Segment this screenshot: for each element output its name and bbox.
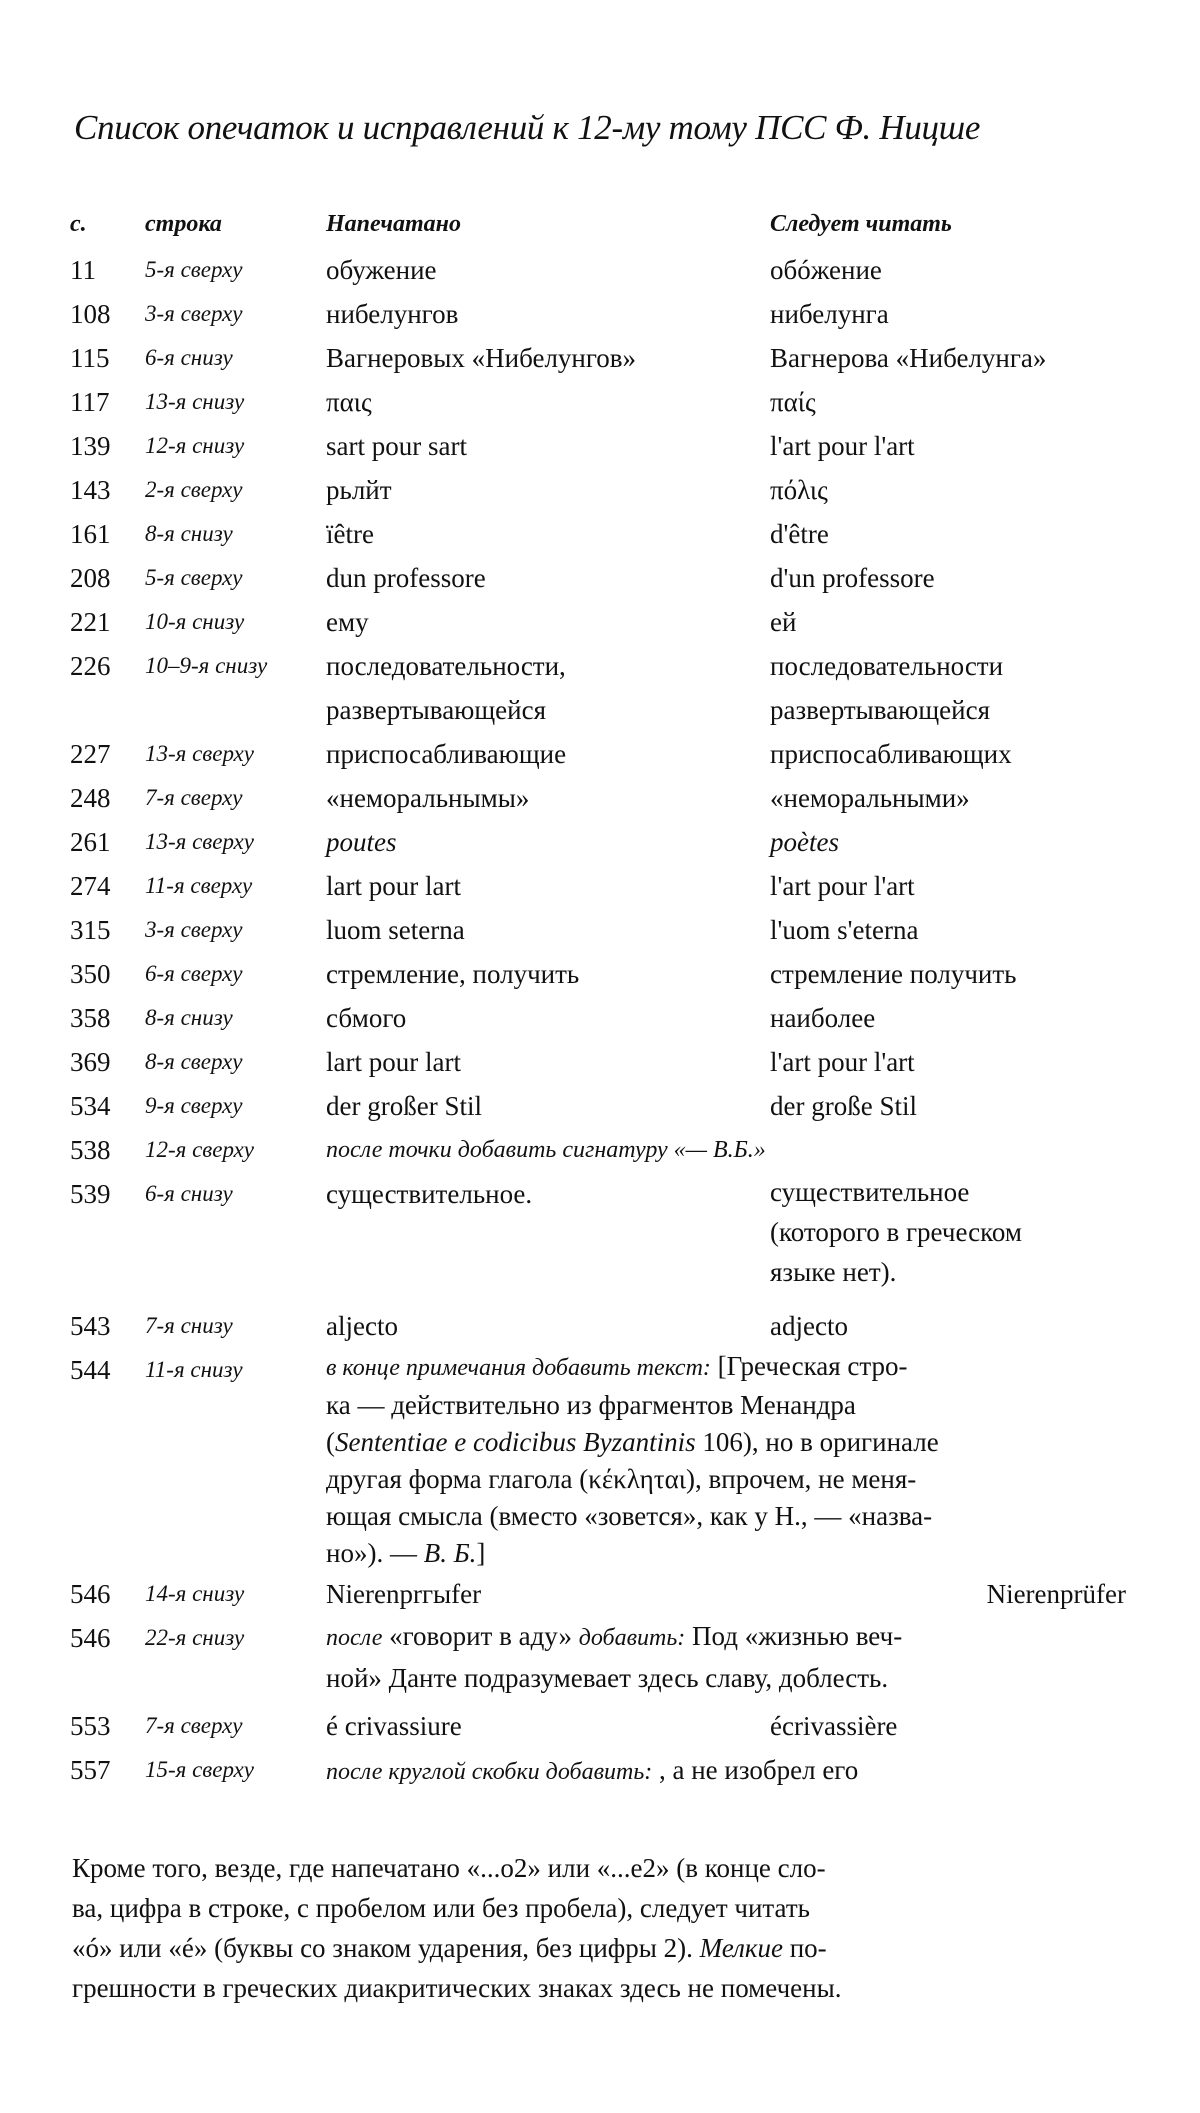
table-row <box>70 1704 1130 1748</box>
table-row <box>70 908 1130 952</box>
note-line: ющая смысла (вместо «зовется», как у Н., — «назва- <box>326 1501 933 1531</box>
header-line: строка <box>145 211 222 237</box>
correction-note: после точки добавить сигнатуру «— В.Б.» <box>326 1137 766 1163</box>
table-row <box>70 600 1130 644</box>
line-ref: 5-я сверху <box>145 257 243 282</box>
table-row <box>70 556 1130 600</box>
note-text: , а не изобрел его <box>652 1755 859 1785</box>
correct-text: écrivassière <box>770 1711 898 1741</box>
note-line <box>326 1348 1126 1387</box>
line-ref: 6-я снизу <box>145 1181 233 1206</box>
footer-text: по- <box>782 1933 827 1963</box>
page-number: 274 <box>70 871 111 901</box>
printed-text: «неморальнымы» <box>326 783 530 813</box>
table-row <box>70 468 1130 512</box>
correct-text: нибелунга <box>770 299 889 329</box>
correct-text: poètes <box>770 827 839 857</box>
note-label: после круглой скобки добавить: <box>326 1759 653 1785</box>
footer-italic: Мелкие <box>699 1933 783 1963</box>
page-number: 143 <box>70 475 111 505</box>
printed-text: luom seterna <box>326 915 465 945</box>
correct-text: «неморальными» <box>770 783 970 813</box>
line-ref: 10–9-я снизу <box>145 653 268 678</box>
table-row <box>70 996 1130 1040</box>
page-number: 11 <box>70 255 96 285</box>
printed-text: aljecto <box>326 1311 398 1341</box>
printed-text-line: последовательности, <box>326 651 566 681</box>
line-ref: 7-я сверху <box>145 785 243 810</box>
line-ref: 12-я сверху <box>145 1137 254 1162</box>
printed-text: Вагнеровых «Нибелунгов» <box>326 343 637 373</box>
line-ref: 10-я снизу <box>145 609 245 634</box>
correction-note <box>326 1748 1126 1794</box>
table-row <box>70 952 1130 996</box>
note-text: [Греческая стро- <box>717 1351 908 1381</box>
line-ref: 8-я снизу <box>145 1005 233 1030</box>
note-label: в конце примечания добавить текст: <box>326 1355 711 1381</box>
note-label: после <box>326 1625 383 1651</box>
table-row <box>70 292 1130 336</box>
line-ref: 15-я сверху <box>145 1757 254 1782</box>
correct-text <box>770 1172 1130 1292</box>
note-text: но»). — <box>326 1538 424 1568</box>
printed-text: der großer Stil <box>326 1091 482 1121</box>
line-ref: 7-я снизу <box>145 1313 233 1338</box>
printed-text-line: развертывающейся <box>326 695 546 725</box>
table-row <box>70 1748 1130 1792</box>
printed-text: приспосабливающие <box>326 739 567 769</box>
note-italic: Sententiae e codicibus Byzantinis <box>335 1427 696 1457</box>
table-row <box>70 1172 1130 1304</box>
table-row <box>70 732 1130 776</box>
correct-text: l'uom s'eterna <box>770 915 919 945</box>
line-ref: 13-я сверху <box>145 829 254 854</box>
page-number: 226 <box>70 651 111 681</box>
printed-text: lart pour lart <box>326 871 461 901</box>
line-ref: 6-я сверху <box>145 961 243 986</box>
page-number: 539 <box>70 1179 111 1209</box>
printed-text: lart pour lart <box>326 1047 461 1077</box>
table-row <box>70 424 1130 468</box>
note-text: 106), но в оригинале <box>695 1427 939 1457</box>
errata-table <box>70 202 1130 1792</box>
header-correct: Следует читать <box>770 211 952 237</box>
note-line <box>326 1424 1126 1461</box>
line-ref: 8-я сверху <box>145 1049 243 1074</box>
line-ref: 9-я сверху <box>145 1093 243 1118</box>
correct-text: l'art pour l'art <box>770 1047 915 1077</box>
printed-text: обужение <box>326 255 437 285</box>
line-ref: 12-я снизу <box>145 433 245 458</box>
line-ref: 14-я снизу <box>145 1581 245 1606</box>
page-number: 108 <box>70 299 111 329</box>
page-number: 557 <box>70 1755 111 1785</box>
page-number: 248 <box>70 783 111 813</box>
note-text: ( <box>326 1427 335 1457</box>
correct-text: Вагнерова «Нибелунга» <box>770 343 1047 373</box>
printed-text: ïêtre <box>326 519 374 549</box>
correct-text-line: последовательности <box>770 651 1004 681</box>
note-label: добавить: <box>578 1625 686 1651</box>
page-number: 534 <box>70 1091 111 1121</box>
page-number: 161 <box>70 519 111 549</box>
correct-text: d'un professore <box>770 563 935 593</box>
correct-text-line: языке нет). <box>770 1257 897 1287</box>
printed-text: sart pour sart <box>326 431 467 461</box>
printed-text: é crivassiure <box>326 1711 462 1741</box>
line-ref: 5-я сверху <box>145 565 243 590</box>
page-number: 546 <box>70 1623 111 1653</box>
table-row <box>70 864 1130 908</box>
correct-text-line: (которого в греческом <box>770 1217 1022 1247</box>
line-ref: 3-я сверху <box>145 917 243 942</box>
table-row <box>70 1128 1130 1172</box>
line-ref: 13-я снизу <box>145 389 245 414</box>
footer-line: грешности в греческих диакритических знаках здесь не помечены. <box>72 1973 842 2003</box>
note-line: ной» Данте подразумевает здесь славу, доблесть. <box>326 1663 889 1693</box>
note-line <box>326 1616 1126 1658</box>
correct-text: ей <box>770 607 797 637</box>
correct-text: der große Stil <box>770 1091 917 1121</box>
page-number: 544 <box>70 1355 111 1385</box>
page-number: 227 <box>70 739 111 769</box>
page-number: 315 <box>70 915 111 945</box>
printed-text: стремление, получить <box>326 959 580 989</box>
correct-text: πόλις <box>770 475 828 505</box>
correct-text: обóжение <box>770 255 882 285</box>
correction-note <box>326 1616 1126 1698</box>
printed-text: рьлйт <box>326 475 392 505</box>
note-italic: В. Б. <box>423 1538 477 1568</box>
table-row <box>70 1040 1130 1084</box>
page-number: 543 <box>70 1311 111 1341</box>
table-row <box>70 1616 1130 1704</box>
printed-text: παις <box>326 387 372 417</box>
printed-text: нибелунгов <box>326 299 459 329</box>
table-row <box>70 820 1130 864</box>
page-number: 350 <box>70 959 111 989</box>
page-number: 369 <box>70 1047 111 1077</box>
page-number: 261 <box>70 827 111 857</box>
page-number: 115 <box>70 343 110 373</box>
table-row <box>70 248 1130 292</box>
header-printed: Напечатано <box>326 211 461 237</box>
correct-text: d'être <box>770 519 829 549</box>
table-row <box>70 336 1130 380</box>
footer-line: ва, цифра в строке, с пробелом или без пробела), следует читать <box>72 1893 810 1923</box>
page-number: 117 <box>70 387 110 417</box>
line-ref: 11-я сверху <box>145 873 253 898</box>
correct-text <box>770 644 1130 732</box>
page-number: 208 <box>70 563 111 593</box>
table-row <box>70 644 1130 732</box>
correct-text: приспосабливающих <box>770 739 1012 769</box>
correction-note <box>326 1348 1126 1572</box>
note-line: ка — действительно из фрагментов Менандра <box>326 1390 856 1420</box>
line-ref: 22-я снизу <box>145 1625 245 1650</box>
line-ref: 7-я сверху <box>145 1713 243 1738</box>
line-ref: 13-я сверху <box>145 741 254 766</box>
correct-text: Nierenprüfer <box>986 1579 1126 1609</box>
correct-text: adjecto <box>770 1311 848 1341</box>
printed-text: poutes <box>326 827 397 857</box>
note-text: «говорит в аду» <box>382 1621 579 1651</box>
printed-text <box>326 644 766 732</box>
line-ref: 11-я снизу <box>145 1357 243 1382</box>
footer-line <box>72 1928 1134 1968</box>
line-ref: 8-я снизу <box>145 521 233 546</box>
page-number: 553 <box>70 1711 111 1741</box>
line-ref: 2-я сверху <box>145 477 243 502</box>
correct-text: παίς <box>770 387 816 417</box>
page-number: 358 <box>70 1003 111 1033</box>
footer-text: «ó» или «é» (буквы со знаком ударения, без цифры 2). <box>72 1933 700 1963</box>
correct-text: l'art pour l'art <box>770 871 915 901</box>
note-line: другая форма глагола (κέκληται), впрочем, не меня- <box>326 1464 917 1494</box>
note-text: Под «жизнью веч- <box>685 1621 903 1651</box>
table-row <box>70 1084 1130 1128</box>
line-ref: 3-я сверху <box>145 301 243 326</box>
page-number: 139 <box>70 431 111 461</box>
printed-text: существительное. <box>326 1179 533 1209</box>
table-header <box>70 202 1130 248</box>
page-number: 538 <box>70 1135 111 1165</box>
page-title: Список опечаток и исправлений к 12-му тому ПСС Ф. Ницше <box>74 108 981 147</box>
page-number: 221 <box>70 607 111 637</box>
footer-paragraph <box>72 1848 1134 2008</box>
table-row <box>70 1348 1130 1572</box>
printed-text: dun professore <box>326 563 486 593</box>
note-line <box>326 1535 1126 1572</box>
printed-text: сбмого <box>326 1003 407 1033</box>
correct-text-line: существительное <box>770 1177 970 1207</box>
correct-text: l'art pour l'art <box>770 431 915 461</box>
table-row <box>70 776 1130 820</box>
correct-text: стремление получить <box>770 959 1017 989</box>
table-row <box>70 380 1130 424</box>
note-text: ] <box>476 1538 486 1568</box>
footer-line: Кроме того, везде, где напечатано «...о2» или «...е2» (в конце сло- <box>72 1853 826 1883</box>
table-row <box>70 512 1130 556</box>
correct-text-line: развертывающейся <box>770 695 990 725</box>
printed-text: Nierenprгыfer <box>326 1579 482 1609</box>
page-number: 546 <box>70 1579 111 1609</box>
line-ref: 6-я снизу <box>145 345 233 370</box>
table-row <box>70 1572 1130 1616</box>
printed-text: ему <box>326 607 369 637</box>
correct-text: наиболее <box>770 1003 876 1033</box>
header-page: с. <box>70 211 87 237</box>
table-row <box>70 1304 1130 1348</box>
